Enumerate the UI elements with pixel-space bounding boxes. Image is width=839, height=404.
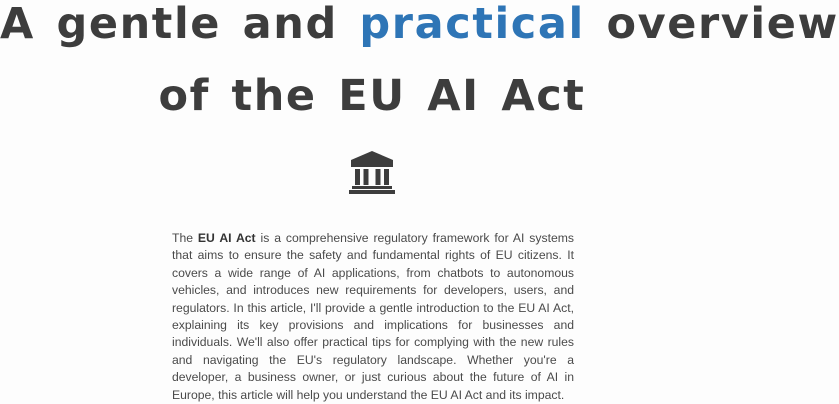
- landmark-building-icon: [349, 150, 395, 194]
- intro-highlight: EU AI Act: [197, 231, 256, 245]
- intro-body: is a comprehensive regulatory framework for AI systems that aims to ensure the safety and fundamental rights of EU citizens. It covers a wide range of AI applications, from chatbots to autonomous vehicles, and introduces new requirements for developers, users, and regulators. In this article, I'll provide a gentle introduction to the EU AI Act, explaining its key provisions and implications for businesses and individuals. We'll also offer practical tips for complying with the new rules and navigating the EU's regulatory landscape. Whether you're a developer, a business owner, or just curious about the future of AI in Europe, this article will help you understand the EU AI Act and its impact.: [172, 231, 574, 402]
- title-line-1: [0, 0, 839, 60]
- intro-lead: The: [172, 231, 198, 245]
- title-accent-word: practical: [359, 0, 585, 49]
- page-title: [0, 0, 839, 132]
- intro-paragraph: [172, 230, 574, 404]
- title-text-start: A gentle and: [0, 0, 338, 49]
- title-line-2: of the EU AI Act: [158, 71, 586, 121]
- title-text-end: overview: [606, 0, 839, 49]
